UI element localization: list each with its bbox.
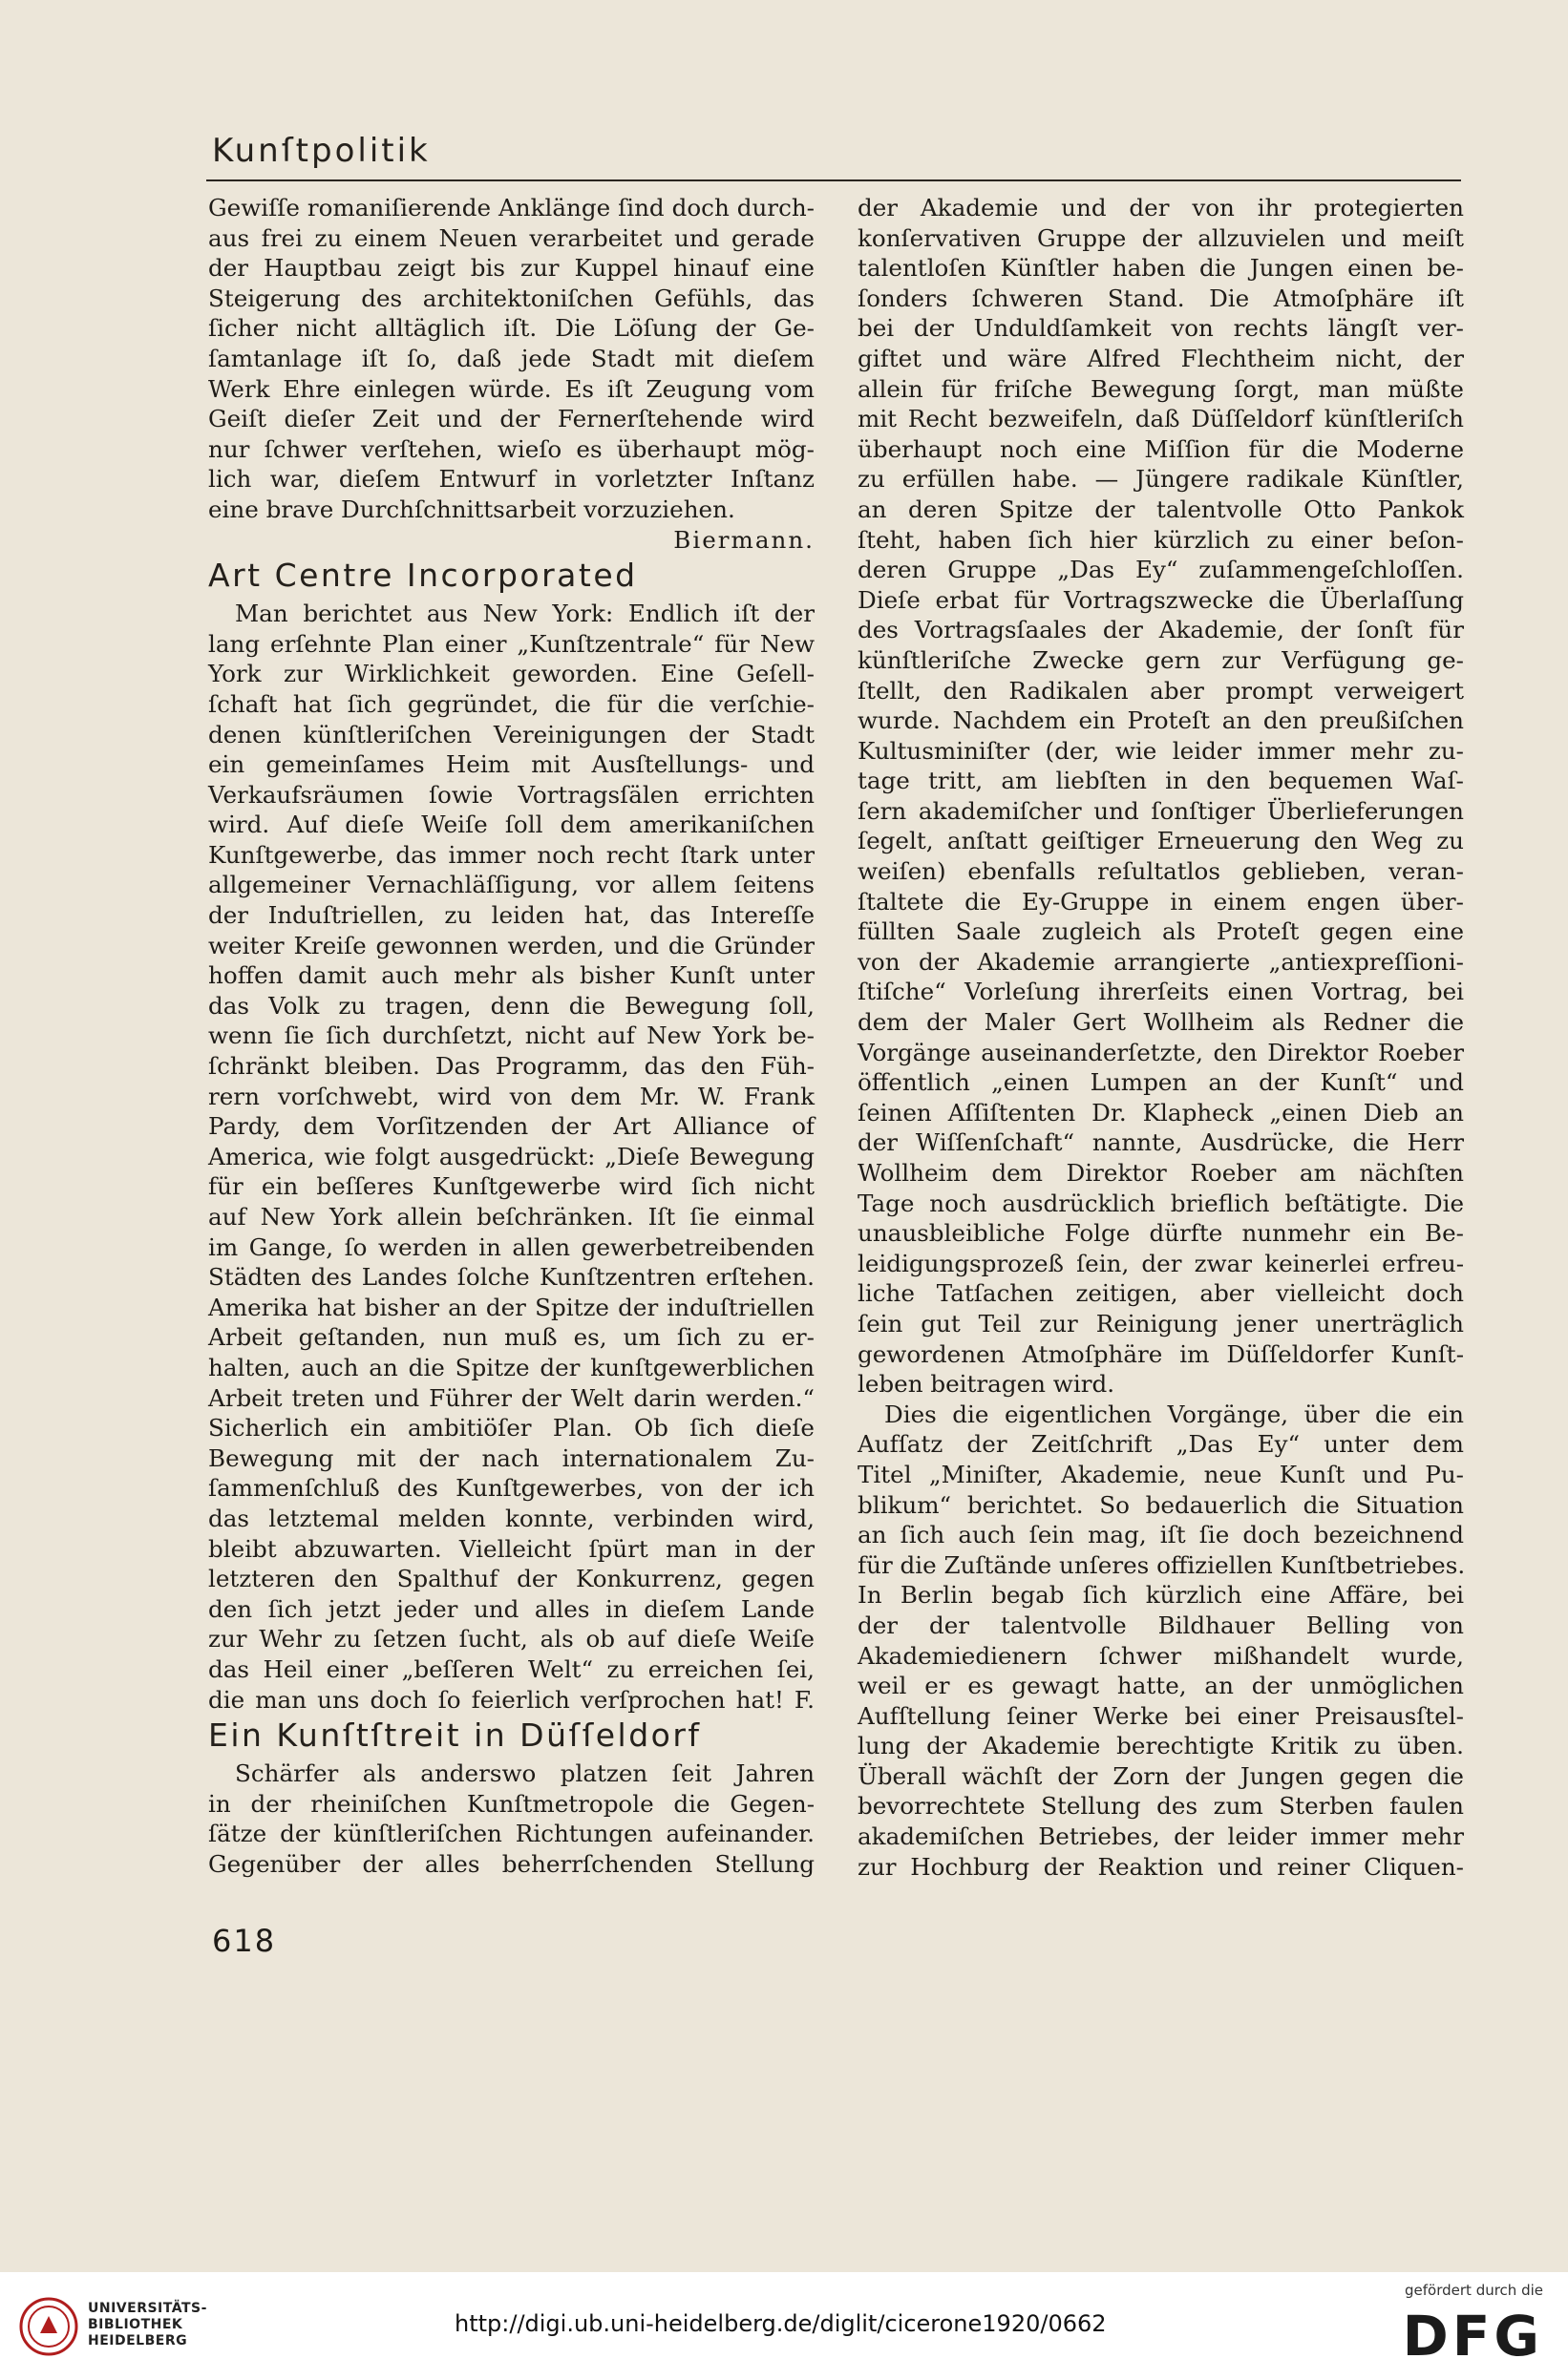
text-line: Steigerung des architektoniſchen Gefühls, das [208, 284, 815, 312]
text-line: tage tritt, am liebſten in den bequemen Waſ- [858, 767, 1464, 795]
text-line: ſätze der künſtleriſchen Richtungen aufeinander. [208, 1820, 815, 1848]
text-line: füllten Saale zugleich als Proteſt gegen eine [858, 917, 1464, 946]
library-name-line: UNIVERSITÄTS- [88, 2301, 207, 2316]
text-line: gewordenen Atmoſphäre im Düſſeldorfer Kunſt- [858, 1339, 1464, 1368]
text-line: leidigungsprozeß ſein, der zwar keinerlei erfreu- [858, 1249, 1464, 1277]
text-line: Gewiſſe romaniſierende Anklänge ſind doch durch- [208, 194, 815, 221]
text-line: aus frei zu einem Neuen verarbeitet und gerade [208, 223, 815, 252]
text-line: Titel „Miniſter, Akademie, neue Kunſt und Pu- [858, 1460, 1464, 1488]
section-heading: Ein Kunſtſtreit in Düſſeldorf [208, 1717, 702, 1755]
text-line: wurde. Nachdem ein Proteſt an den preußiſchen [858, 706, 1464, 735]
author-signature: Biermann. [673, 525, 815, 554]
text-line: Werk Ehre einlegen würde. Es iſt Zeugung vom [208, 374, 815, 403]
text-line: des Vortragsſaales der Akademie, der ſonſt für [858, 616, 1464, 644]
text-line: ſamtanlage iſt ſo, daß jede Stadt mit dieſem [208, 344, 815, 372]
text-line: York zur Wirklichkeit geworden. Eine Geſell- [208, 660, 815, 688]
text-line: Schärfer als anderswo platzen ſeit Jahren [235, 1759, 815, 1788]
text-line: ein gemeinſames Heim mit Ausſtellungs- und [208, 750, 815, 779]
text-line: das letztemal melden konnte, verbinden wird, [208, 1504, 815, 1532]
text-line: der Hauptbau zeigt bis zur Kuppel hinauf eine [208, 254, 815, 283]
text-line: akademiſchen Betriebes, der leider immer mehr [858, 1822, 1464, 1851]
library-name [88, 2301, 207, 2349]
text-line: Aufſtellung ſeiner Werke bei einer Preisausſtel- [858, 1701, 1464, 1730]
text-line: Kunſtgewerbe, das immer noch recht ſtark unter [208, 840, 815, 869]
text-line: rern vorſchwebt, wird von dem Mr. W. Frank [208, 1082, 815, 1110]
text-line: öffentlich „einen Lumpen an der Kunſt“ und [858, 1068, 1464, 1097]
text-line: unausbleibliche Folge dürfte nunmehr ein Be- [858, 1219, 1464, 1248]
text-line: Vorgänge auseinanderſetzte, den Direktor Roeber [858, 1038, 1464, 1066]
text-line: Akademiedienern ſchwer mißhandelt wurde, [858, 1641, 1464, 1670]
text-line: den ſich jetzt jeder und alles in dieſem Lande [208, 1594, 815, 1623]
text-line: allgemeiner Vernachläſſigung, vor allem ſeitens [208, 871, 815, 899]
text-line: für ein beſſeres Kunſtgewerbe wird ſich nicht [208, 1172, 815, 1201]
text-line: bleibt abzuwarten. Vielleicht ſpürt man in der [208, 1534, 815, 1563]
text-line: allein für friſche Bewegung ſorgt, man müßte [858, 374, 1464, 403]
text-line: dem der Maler Gert Wollheim als Redner die [858, 1008, 1464, 1037]
text-line: America, wie folgt ausgedrückt: „Dieſe Bewegung [208, 1142, 815, 1170]
text-line: der Induſtriellen, zu leiden hat, das Intereſſe [208, 901, 815, 930]
text-line: blikum“ berichtet. So bedauerlich die Situation [858, 1490, 1464, 1519]
text-line: ſeinen Aſſiſtenten Dr. Klapheck „einen Dieb an [858, 1098, 1464, 1127]
text-line: ſchränkt bleiben. Das Programm, das den Füh- [208, 1052, 815, 1081]
text-line: ſicher nicht alltäglich iſt. Die Löſung der Ge- [208, 314, 815, 343]
text-line: weil er es gewagt hatte, an der unmöglichen [858, 1672, 1464, 1700]
text-line: Städten des Landes ſolche Kunſtzentren erſtehen. [208, 1263, 815, 1292]
text-line: Sicherlich ein ambitiöſer Plan. Ob ſich dieſe [208, 1414, 815, 1443]
text-line: die man uns doch ſo feierlich verſprochen hat! F. [208, 1685, 815, 1714]
text-line: Verkaufsräumen ſowie Vortragsſälen errichten [208, 780, 815, 809]
text-line: Amerika hat bisher an der Spitze der induſtriellen [208, 1293, 815, 1321]
text-line: zu erfüllen habe. — Jüngere radikale Künſtler, [858, 465, 1464, 494]
text-line: das Heil einer „beſſeren Welt“ zu erreichen ſei, [208, 1654, 815, 1683]
text-line: ſtiſche“ Vorleſung ihrerſeits einen Vortrag, bei [858, 978, 1464, 1006]
text-line: Kultusminiſter (der, wie leider immer mehr zu- [858, 736, 1464, 765]
text-line: von der Akademie arrangierte „antiexpreſſioni- [858, 947, 1464, 976]
text-line: letzteren den Spalthuf der Konkurrenz, gegen [208, 1565, 815, 1593]
text-line: deren Gruppe „Das Ey“ zuſammengeſchloſſen. [858, 556, 1464, 584]
text-line: zur Hochburg der Reaktion und reiner Cliquen- [858, 1852, 1464, 1881]
text-line: hoffen damit auch mehr als bisher Kunſt unter [208, 961, 815, 990]
text-line: Dieſe erbat für Vortragszwecke die Überlaſſung [858, 585, 1464, 614]
text-line: ſteht, haben ſich hier kürzlich zu einer beſon- [858, 525, 1464, 554]
text-line: für die Zuſtände unſeres offiziellen Kunſtbetriebes. [858, 1550, 1466, 1579]
text-line: ſonders ſchweren Stand. Die Atmoſphäre iſt [858, 284, 1464, 312]
text-line: ſchaft hat ſich gegründet, die für die verſchie- [208, 689, 815, 718]
library-name-line: BIBLIOTHEK [88, 2317, 183, 2332]
text-line: lung der Akademie berechtigte Kritik zu üben. [858, 1732, 1464, 1760]
text-line: wird. Auf dieſe Weiſe ſoll dem amerikaniſchen [208, 811, 815, 839]
section-heading: Art Centre Incorporated [208, 557, 638, 595]
text-line: ſern akademiſcher und ſonſtiger Überlieferungen [858, 796, 1464, 825]
text-line: künſtleriſche Zwecke gern zur Verfügung ge- [858, 645, 1464, 674]
text-line: Dies die eigentlichen Vorgänge, über die ein [884, 1400, 1464, 1428]
text-line: Arbeit geſtanden, nun muß es, um ſich zu er- [208, 1323, 815, 1352]
text-line: Man berichtet aus New York: Endlich iſt der [235, 600, 815, 628]
text-line: talentloſen Künſtler haben die Jungen einen be- [858, 254, 1464, 283]
text-line: Wollheim dem Direktor Roeber am nächſten [858, 1159, 1464, 1187]
text-line: an ſich auch ſein mag, iſt ſie doch bezeichnend [858, 1521, 1464, 1549]
text-line: mit Recht bezweifeln, daß Düſſeldorf künſtleriſch [858, 405, 1464, 433]
text-line: ſein gut Teil zur Reinigung jener unerträglich [858, 1309, 1464, 1337]
text-line: In Berlin begab ſich kürzlich eine Affäre, bei [858, 1581, 1464, 1610]
left-column [208, 193, 815, 1879]
text-line: denen künſtleriſchen Vereinigungen der Stadt [208, 720, 815, 748]
text-line: das Volk zu tragen, denn die Bewegung ſoll, [208, 991, 815, 1020]
text-line: lich war, dieſem Entwurf in vorletzter Inſtanz [208, 465, 815, 494]
text-line: Gegenüber der alles beherrſchenden Stellung [208, 1849, 815, 1878]
text-line: ſegelt, anſtatt geiſtiger Erneuerung den Weg zu [858, 827, 1464, 855]
text-line: halten, auch an die Spitze der kunſtgewerblichen [208, 1353, 815, 1381]
text-line: eine brave Durchſchnittsarbeit vorzuziehen. [208, 495, 735, 523]
text-line: Arbeit treten und Führer der Welt darin werden.“ [208, 1383, 815, 1412]
text-line: der Akademie und der von ihr protegierten [858, 194, 1464, 221]
library-name-line: HEIDELBERG [88, 2333, 188, 2348]
text-line: Geiſt dieſer Zeit und der Fernerſtehende wird [208, 405, 815, 433]
text-line: Überall wächſt der Zorn der Jungen gegen die [858, 1761, 1464, 1790]
running-head: Kunſtpolitik [212, 132, 431, 170]
text-line: liche Tatſachen zeitigen, aber vielleicht doch [858, 1279, 1464, 1308]
text-line: zur Wehr zu ſetzen ſucht, als ob auf dieſe Weiſe [208, 1625, 815, 1653]
text-line: der der talentvolle Bildhauer Belling von [858, 1611, 1464, 1639]
text-line: an deren Spitze der talentvolle Otto Pankok [858, 495, 1464, 523]
right-column [858, 193, 1464, 1882]
text-line: Bewegung mit der nach internationalem Zu- [208, 1443, 815, 1472]
text-line: der Wiſſenſchaft“ nannte, Ausdrücke, die Herr [858, 1128, 1464, 1157]
text-line: ſtaltete die Ey-Gruppe in einem engen über- [858, 887, 1464, 916]
text-line: ſtellt, den Radikalen aber prompt verweigert [858, 676, 1464, 705]
header-rule [206, 179, 1461, 181]
text-line: Aufſatz der Zeitſchrift „Das Ey“ unter dem [858, 1430, 1464, 1459]
text-line: im Gange, ſo werden in allen gewerbetreibenden [208, 1232, 815, 1261]
text-line: Pardy, dem Vorſitzenden der Art Alliance of [208, 1112, 815, 1141]
page-number: 618 [212, 1923, 277, 1959]
dfg-logo: DFG [1402, 2304, 1543, 2369]
text-line: lang erſehnte Plan einer „Kunſtzentrale“ für New [208, 629, 815, 658]
text-line: nur ſchwer verſtehen, wieſo es überhaupt mög- [208, 434, 815, 463]
text-line: bei der Unduldſamkeit von rechts längſt ver- [858, 314, 1464, 343]
text-line: auf New York allein beſchränken. Iſt ſie einmal [208, 1203, 815, 1231]
text-line: wenn ſie ſich durchſetzt, nicht auf New York be- [208, 1022, 815, 1050]
text-line: leben beitragen wird. [858, 1370, 1115, 1399]
text-line: weiſen) ebenfalls reſultatlos geblieben, veran- [858, 857, 1464, 886]
text-line: Tage noch ausdrücklich brieflich beſtätigte. Die [858, 1189, 1464, 1217]
text-line: ſammenſchluß des Kunſtgewerbes, von der ich [208, 1474, 815, 1503]
text-line: konſervativen Gruppe der allzuvielen und meiſt [858, 223, 1464, 252]
footer-bar [0, 2272, 1568, 2380]
text-line: bevorrechtete Stellung des zum Sterben faulen [858, 1792, 1464, 1821]
text-line: weiter Kreiſe gewonnen werden, und die Gründer [208, 931, 815, 959]
text-line: giftet und wäre Alfred Flechtheim nicht, der [858, 344, 1464, 372]
text-line: überhaupt noch eine Miſſion für die Moderne [858, 434, 1464, 463]
university-seal-icon [19, 2297, 78, 2356]
text-line: in der rheiniſchen Kunſtmetropole die Gegen- [208, 1789, 815, 1818]
funded-by-label: gefördert durch die [1405, 2282, 1543, 2299]
source-url-link[interactable]: http://digi.ub.uni-heidelberg.de/diglit/cicerone1920/0662 [455, 2310, 1107, 2337]
